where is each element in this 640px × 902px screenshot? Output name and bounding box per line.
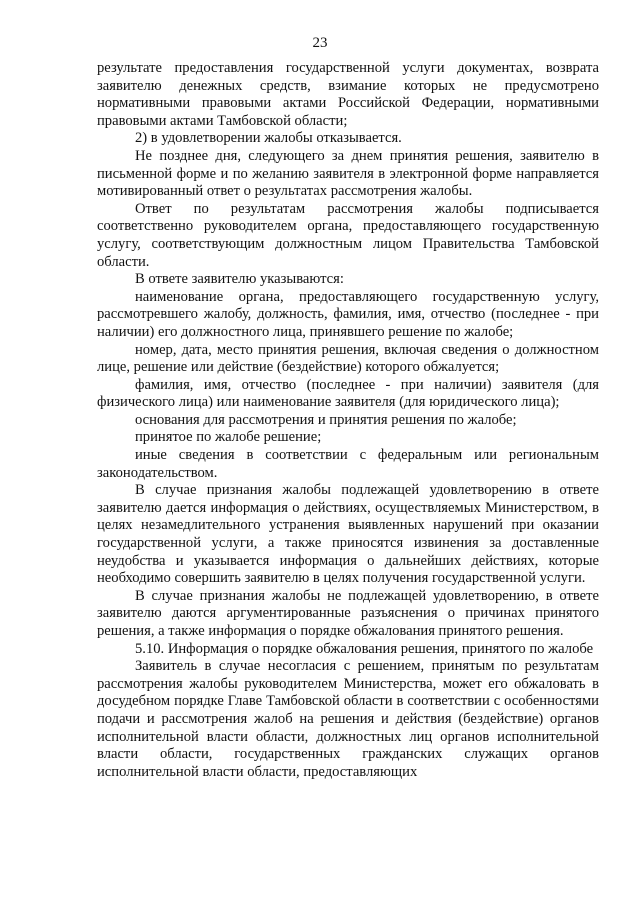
page-number: 23 — [312, 35, 328, 51]
paragraph-response-contents-intro: В ответе заявителю указываются: — [135, 271, 344, 288]
paragraph-response-deadline: Не позднее дня, следующего за днем принятия решения, заявителю в письменной форме и по желанию заявителя в электронной форме направляется мотивированный ответ о результатах рассмотрения жалобы. — [97, 147, 599, 200]
list-item-decision: принятое по жалобе решение; — [135, 429, 322, 446]
paragraph-appeal-procedure: Заявитель в случае несогласия с решением, принятым по результатам рассмотрения жалобы руководителем Министерства, может его обжаловать в досудебном порядке Главе Тамбовской области в соответствии с особенностями подачи и рассмотрения жалоб на решения и действия (бездействие) органов исполнительной власти области, должностных лиц органов исполнительной власти области, государственных гражданских служащих органов исполнительной власти области, предоставляющих — [97, 658, 599, 780]
paragraph-complaint-not-satisfied: В случае признания жалобы не подлежащей удовлетворению, в ответе заявителю даются аргументированные разъяснения о причинах принятого решения, а также информация о порядке обжалования принятого решения. — [97, 587, 599, 639]
paragraph-response-signature: Ответ по результатам рассмотрения жалобы подписывается соответственно руководителем органа, предоставляющего государственную услугу, соответствующим должностным лицом Правительства Тамбовской области. — [97, 200, 599, 270]
list-item-grounds: основания для рассмотрения и принятия решения по жалобе; — [135, 411, 517, 428]
paragraph-complaint-satisfied: В случае признания жалобы подлежащей удовлетворению в ответе заявителю дается информация о действиях, осуществляемых Министерством, в целях незамедлительного устранения выявленных нарушений при оказании государственной услуги, а также приносятся извинения за доставленные неудобства и указывается информация о дальнейших действиях, которые необходимо совершить заявителю в целях получения государственной услуги. — [97, 482, 599, 587]
list-item-applicant-name: фамилия, имя, отчество (последнее - при наличии) заявителя (для физического лица) или наименование заявителя (для юридического лица); — [97, 376, 599, 411]
list-item-other-info: иные сведения в соответствии с федеральным или региональным законодательством. — [97, 447, 599, 481]
paragraph-continuation: результате предоставления государственной услуги документах, возврата заявителю денежных средств, взимание которых не предусмотрено нормативными правовыми актами Российской Федерации, нормативными правовыми актами Тамбовской области; — [97, 60, 599, 129]
section-heading-5-10: 5.10. Информация о порядке обжалования решения, принятого по жалобе — [135, 640, 594, 657]
paragraph-complaint-rejected: 2) в удовлетворении жалобы отказывается. — [135, 130, 402, 147]
list-item-authority-name: наименование органа, предоставляющего государственную услугу, рассмотревшего жалобу, должность, фамилия, имя, отчество (последнее - при наличии) его должностного лица, принявшего решение по жалобе; — [97, 288, 599, 340]
document-body — [97, 60, 599, 781]
list-item-decision-details: номер, дата, место принятия решения, включая сведения о должностном лице, решение или действие (бездействие) которого обжалуется; — [97, 341, 599, 376]
